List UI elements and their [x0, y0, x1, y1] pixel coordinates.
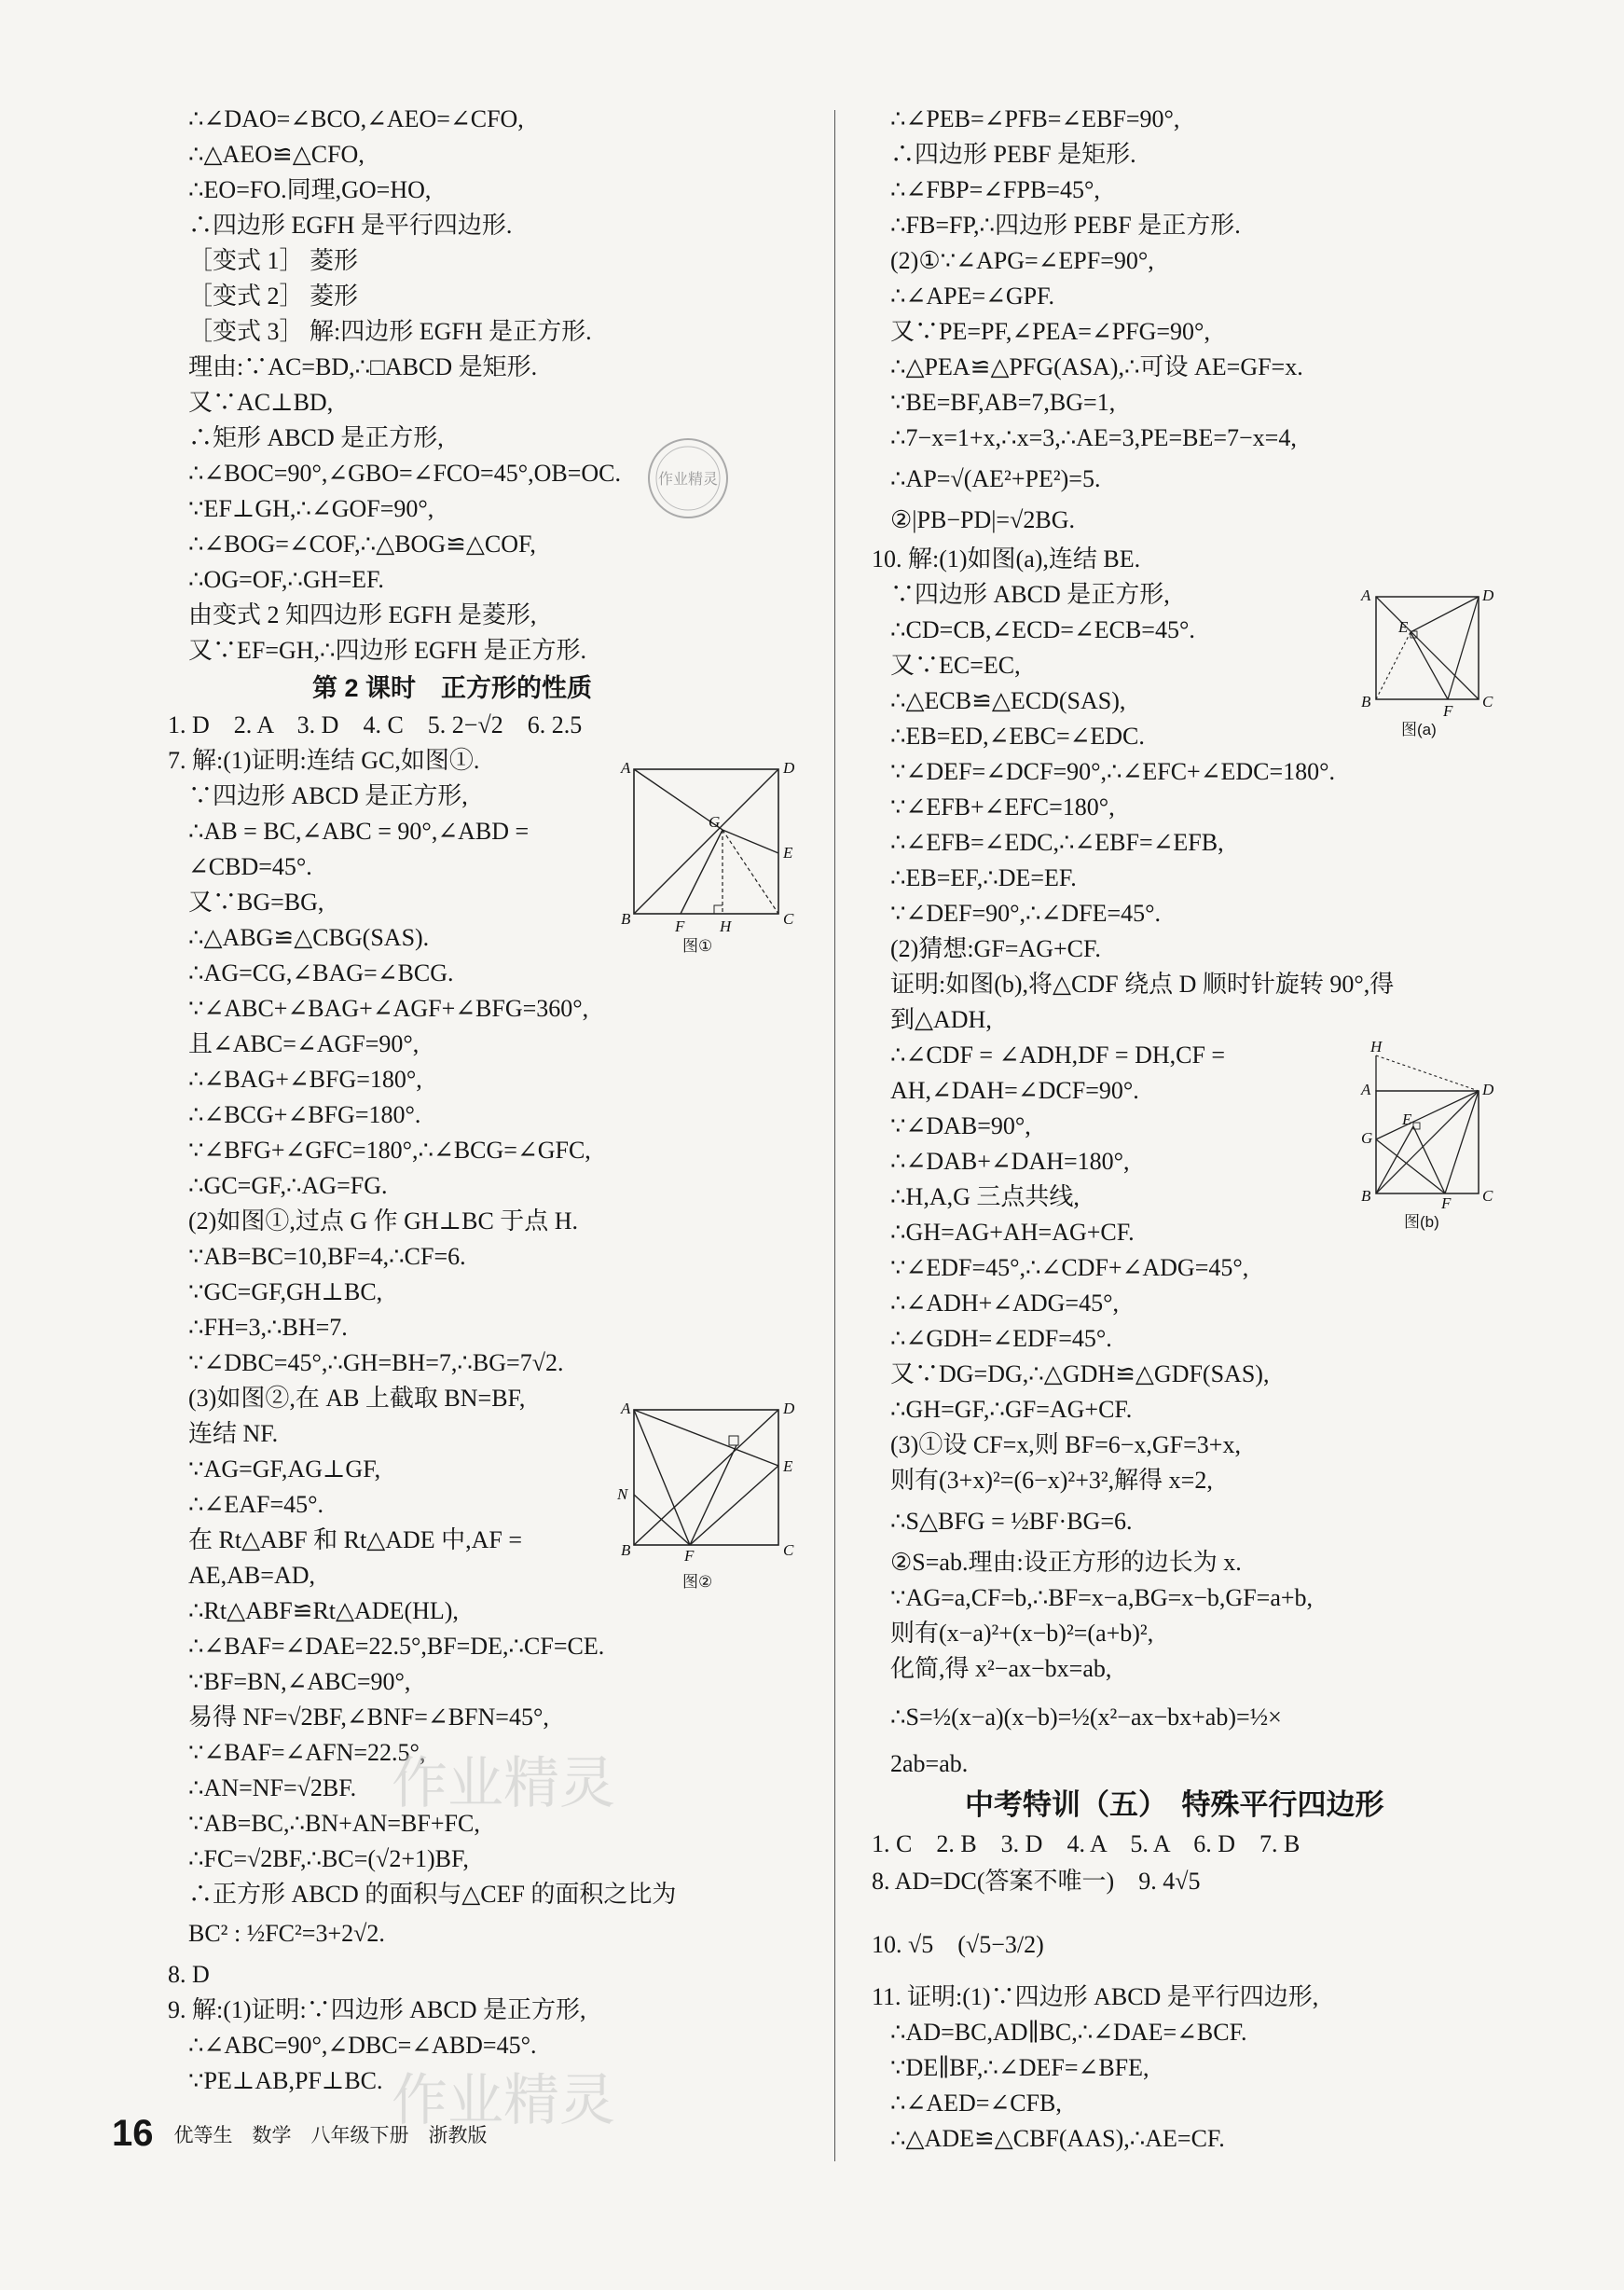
- text-line: ∵AG=a,CF=b,∴BF=x−a,BG=x−b,GF=a+b,: [890, 1584, 1314, 1611]
- point-label: E: [783, 1457, 793, 1475]
- text-line: ∵∠DBC=45°,∴GH=BH=7,∴BG=7√2.: [188, 1349, 564, 1376]
- point-label: D: [1482, 1081, 1494, 1098]
- text-line: ∵∠DAB=90°,: [890, 1112, 1031, 1139]
- text-line: ∴△ADE≌△CBF(AAS),∴AE=CF.: [890, 2125, 1225, 2152]
- point-label: C: [783, 910, 794, 928]
- text-line: ∴△AEO≌△CFO,: [188, 141, 365, 168]
- text-line: 则有(3+x)²=(6−x)²+3²,解得 x=2,: [890, 1467, 1213, 1494]
- text-line: ∴∠BAF=∠DAE=22.5°,BF=DE,∴CF=CE.: [188, 1633, 605, 1660]
- text-line: ∴∠BOG=∠COF,∴△BOG≌△COF,: [188, 531, 536, 558]
- text-line: ∵GC=GF,GH⊥BC,: [188, 1278, 383, 1305]
- text-line: 又∵EC=EC,: [890, 652, 1021, 679]
- text-line: ∴∠DAO=∠BCO,∠AEO=∠CFO,: [188, 105, 524, 132]
- text-line: ∵∠BFG+∠GFC=180°,∴∠BCG=∠GFC,: [188, 1137, 591, 1164]
- text-line: ∴∠AED=∠CFB,: [890, 2090, 1062, 2117]
- text-line: ∴∠ADH+∠ADG=45°,: [890, 1290, 1119, 1317]
- text-line: 易得 NF=√2BF,∠BNF=∠BFN=45°,: [188, 1704, 549, 1731]
- text-line: ∴正方形 ABCD 的面积与△CEF 的面积之比为: [188, 1881, 677, 1908]
- text-line: ∴△PEA≌△PFG(ASA),∴可设 AE=GF=x.: [890, 353, 1303, 380]
- text-line: ②|PB−PD|=√2BG.: [890, 506, 1075, 533]
- text-line: 化简,得 x²−ax−bx=ab,: [890, 1655, 1112, 1682]
- text-line: ∴GH=AG+AH=AG+CF.: [890, 1219, 1135, 1246]
- text-line: 理由:∵AC=BD,∴□ABCD 是矩形.: [188, 353, 538, 380]
- text-line: ∴∠PEB=∠PFB=∠EBF=90°,: [890, 105, 1180, 132]
- text-line: ∴AP=√(AE²+PE²)=5.: [890, 465, 1101, 492]
- book-info: 优等生 数学 八年级下册 浙教版: [173, 2124, 488, 2146]
- point-label: N: [617, 1485, 628, 1503]
- text-line: 又∵AC⊥BD,: [188, 389, 334, 416]
- text-line: ∴AD=BC,AD∥BC,∴∠DAE=∠BCF.: [890, 2019, 1247, 2046]
- text-line: 又∵PE=PF,∠PEA=∠PFG=90°,: [890, 318, 1210, 345]
- text-line: ∴∠DAB+∠DAH=180°,: [890, 1148, 1130, 1175]
- figure-caption: 图(a): [1401, 721, 1437, 738]
- figure-caption: 图(b): [1404, 1213, 1439, 1231]
- text-line: ∴∠BCG+∠BFG=180°.: [188, 1101, 421, 1128]
- text-line: 11. 证明:(1)∵四边形 ABCD 是平行四边形,: [872, 1983, 1319, 2010]
- text-line: ∴∠EAF=45°.: [188, 1491, 324, 1518]
- text-line: ∵四边形 ABCD 是正方形,: [890, 581, 1170, 608]
- point-label: G: [1361, 1129, 1373, 1147]
- text-line: ∴∠BOC=90°,∠GBO=∠FCO=45°,OB=OC.: [188, 460, 622, 487]
- point-label: F: [684, 1547, 695, 1565]
- text-line: ∵BE=BF,AB=7,BG=1,: [890, 389, 1116, 416]
- text-line: ∴△ECB≌△ECD(SAS),: [890, 687, 1126, 714]
- figure-1: [615, 759, 802, 955]
- text-line: 9. 解:(1)证明:∵四边形 ABCD 是正方形,: [168, 1996, 586, 2023]
- text-line: 又∵BG=BG,: [188, 889, 324, 916]
- figure-caption: 图②: [682, 1573, 713, 1591]
- text-line: ∵AB=BC=10,BF=4,∴CF=6.: [188, 1243, 466, 1270]
- text-line: 10. 解:(1)如图(a),连结 BE.: [872, 545, 1141, 572]
- point-label: D: [1482, 586, 1494, 604]
- text-line: ∴FB=FP,∴四边形 PEBF 是正方形.: [890, 212, 1241, 239]
- text-line: ［变式 3］ 解:四边形 EGFH 是正方形.: [188, 318, 592, 345]
- text-line: ∴∠FBP=∠FPB=45°,: [890, 176, 1100, 203]
- point-label: E: [1398, 618, 1409, 636]
- point-label: H: [1370, 1038, 1383, 1055]
- answer-line: 1. D 2. A 3. D 4. C 5. 2−√2 6. 2.5: [168, 711, 583, 738]
- text-line: ②S=ab.理由:设正方形的边长为 x.: [890, 1549, 1242, 1576]
- text-line: ∴S△BFG = ½BF·BG=6.: [890, 1508, 1133, 1535]
- point-label: C: [1482, 693, 1493, 710]
- column-divider: [834, 110, 835, 2161]
- text-line: 2ab=ab.: [890, 1750, 969, 1777]
- text-line: ∴CD=CB,∠ECD=∠ECB=45°.: [890, 616, 1195, 643]
- watermark: 作业精灵: [392, 1752, 615, 1814]
- text-line: ∴H,A,G 三点共线,: [890, 1183, 1080, 1210]
- text-line: ∵∠BAF=∠AFN=22.5°,: [188, 1739, 426, 1766]
- text-line: ∴∠EFB=∠EDC,∴∠EBF=∠EFB,: [890, 829, 1224, 856]
- point-label: B: [621, 910, 631, 928]
- text-line: ∴EB=ED,∠EBC=∠EDC.: [890, 723, 1145, 750]
- text-line: ∵PE⊥AB,PF⊥BC.: [188, 2067, 383, 2094]
- text-line: ∴∠BAG+∠BFG=180°,: [188, 1066, 422, 1093]
- point-label: A: [1361, 586, 1371, 604]
- text-line: ∴∠GDH=∠EDF=45°.: [890, 1325, 1112, 1352]
- section-title: 中考特训（五） 特殊平行四边形: [965, 1788, 1384, 1821]
- text-line: ∵DE∥BF,∴∠DEF=∠BFE,: [890, 2054, 1149, 2081]
- text-line: ∴∠APE=∠GPF.: [890, 283, 1055, 310]
- text-line: ∴△ABG≌△CBG(SAS).: [188, 924, 430, 951]
- text-line: ∴矩形 ABCD 是正方形,: [188, 424, 444, 451]
- point-label: B: [621, 1541, 631, 1559]
- text-line: ∵∠DEF=90°,∴∠DFE=45°.: [890, 900, 1162, 927]
- figure-b: [1359, 1037, 1499, 1231]
- text-line: 由变式 2 知四边形 EGFH 是菱形,: [188, 601, 537, 628]
- text-line: ［变式 2］ 菱形: [188, 283, 359, 310]
- text-line: (3)①设 CF=x,则 BF=6−x,GF=3+x,: [890, 1431, 1241, 1458]
- point-label: D: [783, 759, 795, 777]
- text-line: ∠CBD=45°.: [188, 853, 312, 880]
- text-line: ∴∠ABC=90°,∠DBC=∠ABD=45°.: [188, 2032, 537, 2059]
- text-line: ∴7−x=1+x,∴x=3,∴AE=3,PE=BE=7−x=4,: [890, 424, 1297, 451]
- point-label: B: [1361, 1187, 1371, 1205]
- text-line: ∵四边形 ABCD 是正方形,: [188, 782, 468, 809]
- seal-stamp: [643, 434, 733, 523]
- figure-2: [615, 1399, 802, 1591]
- text-line: ∴Rt△ABF≌Rt△ADE(HL),: [188, 1597, 459, 1624]
- point-label: B: [1361, 693, 1371, 710]
- point-label: A: [621, 1400, 631, 1417]
- text-line: (2)猜想:GF=AG+CF.: [890, 935, 1101, 962]
- text-line: ∴AN=NF=√2BF.: [188, 1774, 357, 1801]
- text-line: 在 Rt△ABF 和 Rt△ADE 中,AF =: [188, 1526, 523, 1553]
- text-line: ∴OG=OF,∴GH=EF.: [188, 566, 384, 593]
- answer-line: 8. D: [168, 1961, 210, 1988]
- point-label: A: [1361, 1081, 1371, 1098]
- text-line: ∵EF⊥GH,∴∠GOF=90°,: [188, 495, 434, 522]
- text-line: ∵∠DEF=∠DCF=90°,∴∠EFC+∠EDC=180°.: [890, 758, 1336, 785]
- point-label: E: [783, 844, 793, 862]
- point-label: H: [720, 917, 732, 935]
- point-label: F: [1443, 702, 1453, 720]
- text-line: ∴GH=GF,∴GF=AG+CF.: [890, 1396, 1133, 1423]
- point-label: D: [783, 1400, 795, 1417]
- point-label: C: [783, 1541, 794, 1559]
- text-line: 且∠ABC=∠AGF=90°,: [188, 1030, 420, 1057]
- text-line: 又∵EF=GH,∴四边形 EGFH 是正方形.: [188, 637, 586, 664]
- text-line: 证明:如图(b),将△CDF 绕点 D 顺时针旋转 90°,得: [890, 971, 1395, 998]
- text-line: 到△ADH,: [890, 1006, 992, 1033]
- text-line: (2)①∵∠APG=∠EPF=90°,: [890, 247, 1154, 274]
- point-label: F: [675, 917, 685, 935]
- text-line: 连结 NF.: [188, 1420, 279, 1447]
- text-line: ∵AB=BC,∴BN+AN=BF+FC,: [188, 1810, 480, 1837]
- point-label: C: [1482, 1187, 1493, 1205]
- text-line: ∴FC=√2BF,∴BC=(√2+1)BF,: [188, 1845, 469, 1872]
- page-number: 16: [112, 2113, 154, 2154]
- text-line: ∵∠EDF=45°,∴∠CDF+∠ADG=45°,: [890, 1254, 1249, 1281]
- figure-a: [1359, 580, 1499, 738]
- text-line: BC² : ½FC²=3+2√2.: [188, 1920, 385, 1947]
- answer-line: 10. √5 (√5−3/2): [872, 1931, 1044, 1958]
- text-line: ∴四边形 EGFH 是平行四边形.: [188, 212, 513, 239]
- text-line: 则有(x−a)²+(x−b)²=(a+b)²,: [890, 1620, 1154, 1647]
- text-line: ∴EO=FO.同理,GO=HO,: [188, 176, 432, 203]
- text-line: ［变式 1］ 菱形: [188, 247, 359, 274]
- text-line: (2)如图①,过点 G 作 GH⊥BC 于点 H.: [188, 1207, 579, 1235]
- text-line: (3)如图②,在 AB 上截取 BN=BF,: [188, 1385, 526, 1412]
- point-label: F: [1441, 1194, 1452, 1212]
- page-footer: [112, 2113, 488, 2155]
- text-line: ∴四边形 PEBF 是矩形.: [890, 141, 1136, 168]
- text-line: ∴EB=EF,∴DE=EF.: [890, 864, 1077, 891]
- point-label: A: [621, 759, 631, 777]
- text-line: ∴∠CDF = ∠ADH,DF = DH,CF =: [890, 1042, 1226, 1069]
- text-line: ∵∠ABC+∠BAG+∠AGF+∠BFG=360°,: [188, 995, 589, 1022]
- figure-caption: 图①: [682, 937, 713, 955]
- point-label: G: [709, 813, 721, 831]
- text-line: 又∵DG=DG,∴△GDH≌△GDF(SAS),: [890, 1360, 1270, 1387]
- text-line: ∴AB = BC,∠ABC = 90°,∠ABD =: [188, 818, 530, 845]
- text-line: 7. 解:(1)证明:连结 GC,如图①.: [168, 747, 480, 774]
- svg-text:作业精灵: 作业精灵: [657, 472, 719, 488]
- point-label: E: [1402, 1111, 1412, 1128]
- text-line: ∴AG=CG,∠BAG=∠BCG.: [188, 959, 454, 986]
- text-line: ∵BF=BN,∠ABC=90°,: [188, 1668, 411, 1695]
- answer-line: 8. AD=DC(答案不唯一) 9. 4√5: [872, 1868, 1201, 1895]
- text-line: ∴FH=3,∴BH=7.: [188, 1314, 348, 1341]
- section-title: 第 2 课时 正方形的性质: [312, 674, 593, 702]
- text-line: ∵AG=GF,AG⊥GF,: [188, 1455, 381, 1483]
- watermark: 作业精灵: [392, 2069, 615, 2131]
- text-line: ∵∠EFB+∠EFC=180°,: [890, 793, 1115, 821]
- text-line: AE,AB=AD,: [188, 1562, 315, 1589]
- text-line: AH,∠DAH=∠DCF=90°.: [890, 1077, 1139, 1104]
- answer-line: 1. C 2. B 3. D 4. A 5. A 6. D 7. B: [872, 1830, 1301, 1857]
- text-line: ∴S=½(x−a)(x−b)=½(x²−ax−bx+ab)=½×: [890, 1704, 1282, 1731]
- text-line: ∴GC=GF,∴AG=FG.: [188, 1172, 388, 1199]
